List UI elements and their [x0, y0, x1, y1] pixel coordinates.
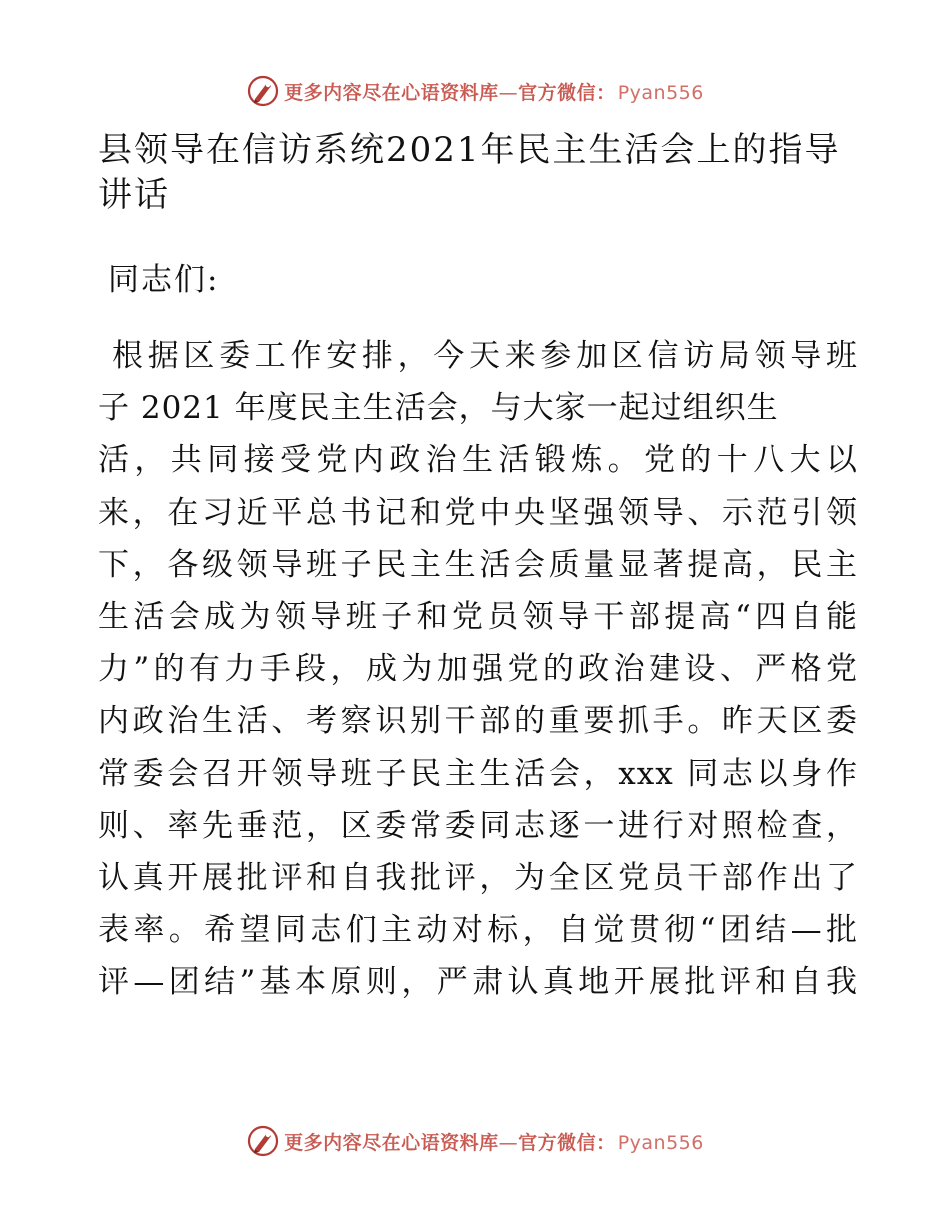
body-paragraph — [98, 330, 858, 1008]
salutation: 同志们: — [108, 262, 220, 298]
body-line: 来，在习近平总书记和党中央坚强领导、示范引领 — [98, 494, 858, 531]
watermark-banner-bottom — [0, 1121, 950, 1161]
pen-logo-icon — [246, 74, 280, 108]
body-line: 评—团结”基本原则，严肃认真地开展批评和自我 — [98, 964, 858, 1001]
body-line: 内政治生活、考察识别干部的重要抓手。昨天区委 — [98, 703, 858, 740]
watermark-main-text: 更多内容尽在心语资料库 — [284, 1131, 499, 1154]
watermark-banner-top — [0, 71, 950, 111]
watermark-official-label: 官方微信： — [518, 81, 616, 104]
body-line: 则、率先垂范，区委常委同志逐一进行对照检查， — [98, 807, 858, 844]
body-line: 下，各级领导班子民主生活会质量显著提高，民主 — [98, 546, 858, 583]
watermark-account: Pyan556 — [617, 1131, 704, 1154]
body-line: 子 2021 年度民主生活会，与大家一起过组织生 — [98, 390, 779, 427]
body-line: 认真开展批评和自我批评，为全区党员干部作出了 — [98, 859, 858, 896]
pen-logo-icon — [246, 1124, 280, 1158]
body-line: 生活会成为领导班子和党员领导干部提高“四自能 — [98, 598, 858, 635]
watermark-official-label: 官方微信： — [518, 1131, 616, 1154]
watermark-main-text: 更多内容尽在心语资料库 — [284, 81, 499, 104]
body-line: 表率。希望同志们主动对标，自觉贯彻“团结—批 — [98, 912, 858, 949]
watermark-dash: — — [498, 81, 519, 104]
body-line: 力”的有力手段，成为加强党的政治建设、严格党 — [98, 651, 858, 688]
body-line: 活，共同接受党内政治生活锻炼。党的十八大以 — [98, 442, 858, 479]
body-line: 常委会召开领导班子民主生活会，xxx 同志以身作 — [98, 755, 858, 792]
watermark-dash: — — [498, 1131, 519, 1154]
document-title: 县领导在信访系统2021年民主生活会上的指导讲话 — [98, 130, 841, 215]
watermark-account: Pyan556 — [617, 81, 704, 104]
body-line: 根据区委工作安排，今天来参加区信访局领导班 — [112, 338, 858, 374]
